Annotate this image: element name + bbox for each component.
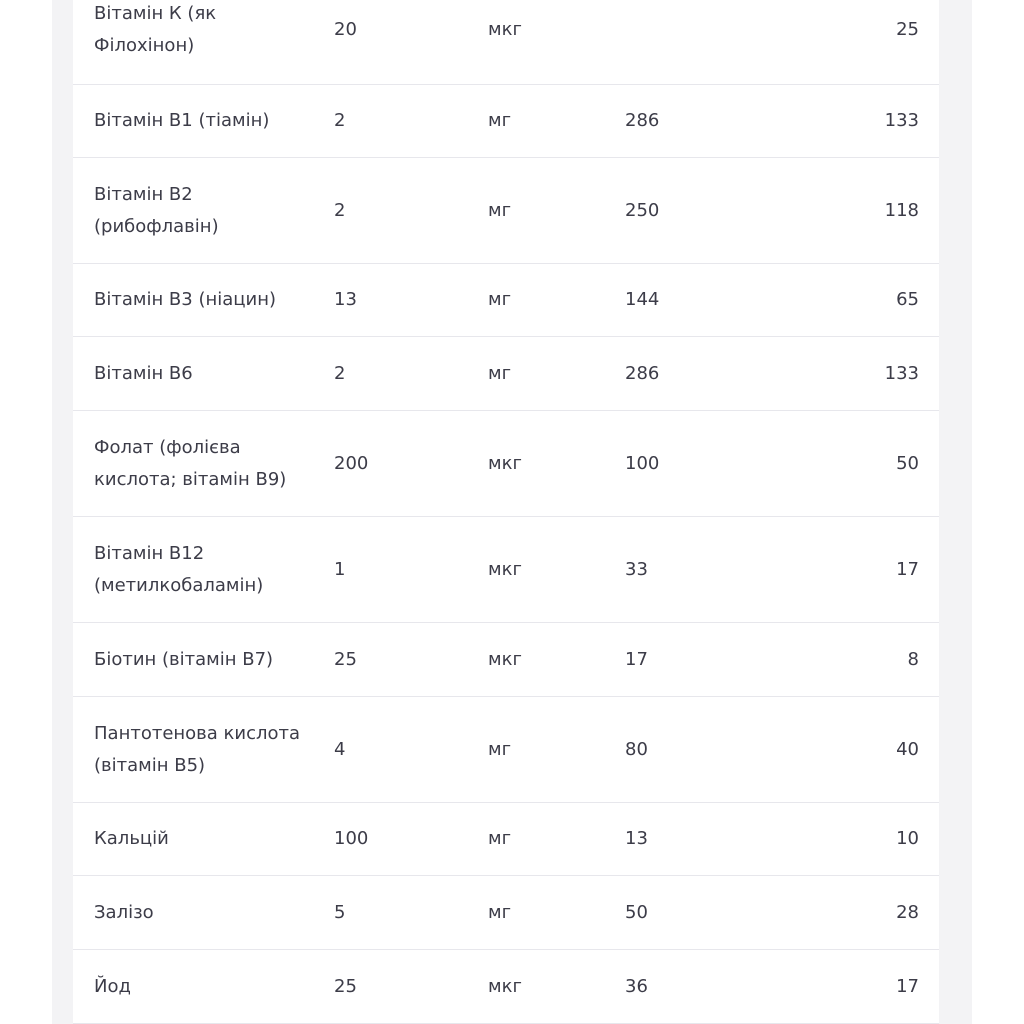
- table-row: [73, 803, 939, 876]
- nutrient-percent-2: 50: [896, 452, 919, 474]
- nutrient-name: Вітамін B12 (метилкобаламін): [94, 542, 264, 596]
- nutrient-amount: 2: [334, 362, 346, 384]
- nutrient-percent-1: 13: [625, 828, 648, 849]
- nutrient-amount: 5: [334, 901, 346, 923]
- nutrient-table: [73, 0, 939, 1024]
- nutrient-percent-2: 65: [896, 289, 919, 310]
- nutrient-amount: 2: [334, 110, 346, 131]
- nutrient-amount: 100: [334, 828, 369, 849]
- nutrient-percent-1: 33: [625, 558, 648, 580]
- nutrient-percent-2: 17: [896, 975, 919, 997]
- table-row: [73, 517, 939, 623]
- table-row: [73, 876, 939, 950]
- nutrient-amount: 13: [334, 289, 357, 310]
- nutrient-amount: 4: [334, 738, 346, 760]
- nutrient-name: Біотин (вітамін B7): [94, 648, 274, 670]
- nutrient-amount: 25: [334, 648, 357, 670]
- nutrient-name: Пантотенова кислота (вітамін B5): [94, 722, 301, 776]
- nutrient-amount: 200: [334, 452, 369, 474]
- nutrient-amount: 1: [334, 558, 346, 580]
- table-row: [73, 85, 939, 158]
- table-row: [73, 411, 939, 517]
- nutrient-unit: мг: [488, 738, 512, 760]
- nutrient-percent-2: 10: [896, 828, 919, 849]
- nutrient-amount: 2: [334, 199, 346, 221]
- nutrient-name: Кальцій: [94, 828, 169, 849]
- nutrient-percent-2: 133: [884, 110, 919, 131]
- nutrient-percent-2: 8: [907, 648, 919, 670]
- nutrient-percent-2: 133: [884, 362, 919, 384]
- nutrient-name: Вітамін B1 (тіамін): [94, 110, 270, 131]
- nutrient-unit: мг: [488, 110, 512, 131]
- nutrient-unit: мг: [488, 199, 512, 221]
- table-row: [73, 0, 939, 85]
- nutrient-amount: 20: [334, 19, 357, 40]
- table-row: [73, 264, 939, 337]
- table-row: [73, 697, 939, 803]
- nutrient-percent-1: 286: [625, 110, 660, 131]
- nutrient-name: Вітамін B6: [94, 362, 193, 384]
- nutrient-name: Йод: [94, 975, 131, 997]
- nutrient-percent-2: 40: [896, 738, 919, 760]
- nutrient-percent-1: 100: [625, 452, 660, 474]
- nutrient-percent-2: 25: [896, 19, 919, 40]
- nutrient-percent-2: 17: [896, 558, 919, 580]
- nutrient-percent-1: 250: [625, 199, 660, 221]
- nutrient-percent-2: 118: [884, 199, 919, 221]
- nutrient-unit: мг: [488, 901, 512, 923]
- table-row: [73, 337, 939, 411]
- nutrient-unit: мкг: [488, 648, 522, 670]
- nutrient-unit: мкг: [488, 19, 522, 40]
- nutrient-name: Вітамін B2 (рибофлавін): [94, 183, 219, 237]
- nutrient-name: Вітамін B3 (ніацин): [94, 289, 277, 310]
- nutrient-percent-1: 80: [625, 738, 648, 760]
- nutrient-percent-1: 144: [625, 289, 660, 310]
- nutrient-unit: мкг: [488, 558, 522, 580]
- nutrient-percent-1: 17: [625, 648, 648, 670]
- nutrient-percent-1: 50: [625, 901, 648, 923]
- nutrient-name: Залізо: [94, 901, 154, 923]
- nutrient-percent-1: 36: [625, 975, 648, 997]
- nutrient-unit: мг: [488, 289, 512, 310]
- table-row: [73, 623, 939, 697]
- nutrient-percent-2: 28: [896, 901, 919, 923]
- table-row: [73, 158, 939, 264]
- nutrient-name: Вітамін К (як Філохінон): [94, 3, 217, 56]
- nutrient-percent-1: 286: [625, 362, 660, 384]
- nutrient-unit: мкг: [488, 975, 522, 997]
- nutrient-amount: 25: [334, 975, 357, 997]
- nutrient-name: Фолат (фолієва кислота; вітамін B9): [94, 436, 287, 490]
- table-row: [73, 950, 939, 1024]
- nutrient-unit: мг: [488, 362, 512, 384]
- nutrient-unit: мкг: [488, 452, 522, 474]
- nutrient-unit: мг: [488, 828, 512, 849]
